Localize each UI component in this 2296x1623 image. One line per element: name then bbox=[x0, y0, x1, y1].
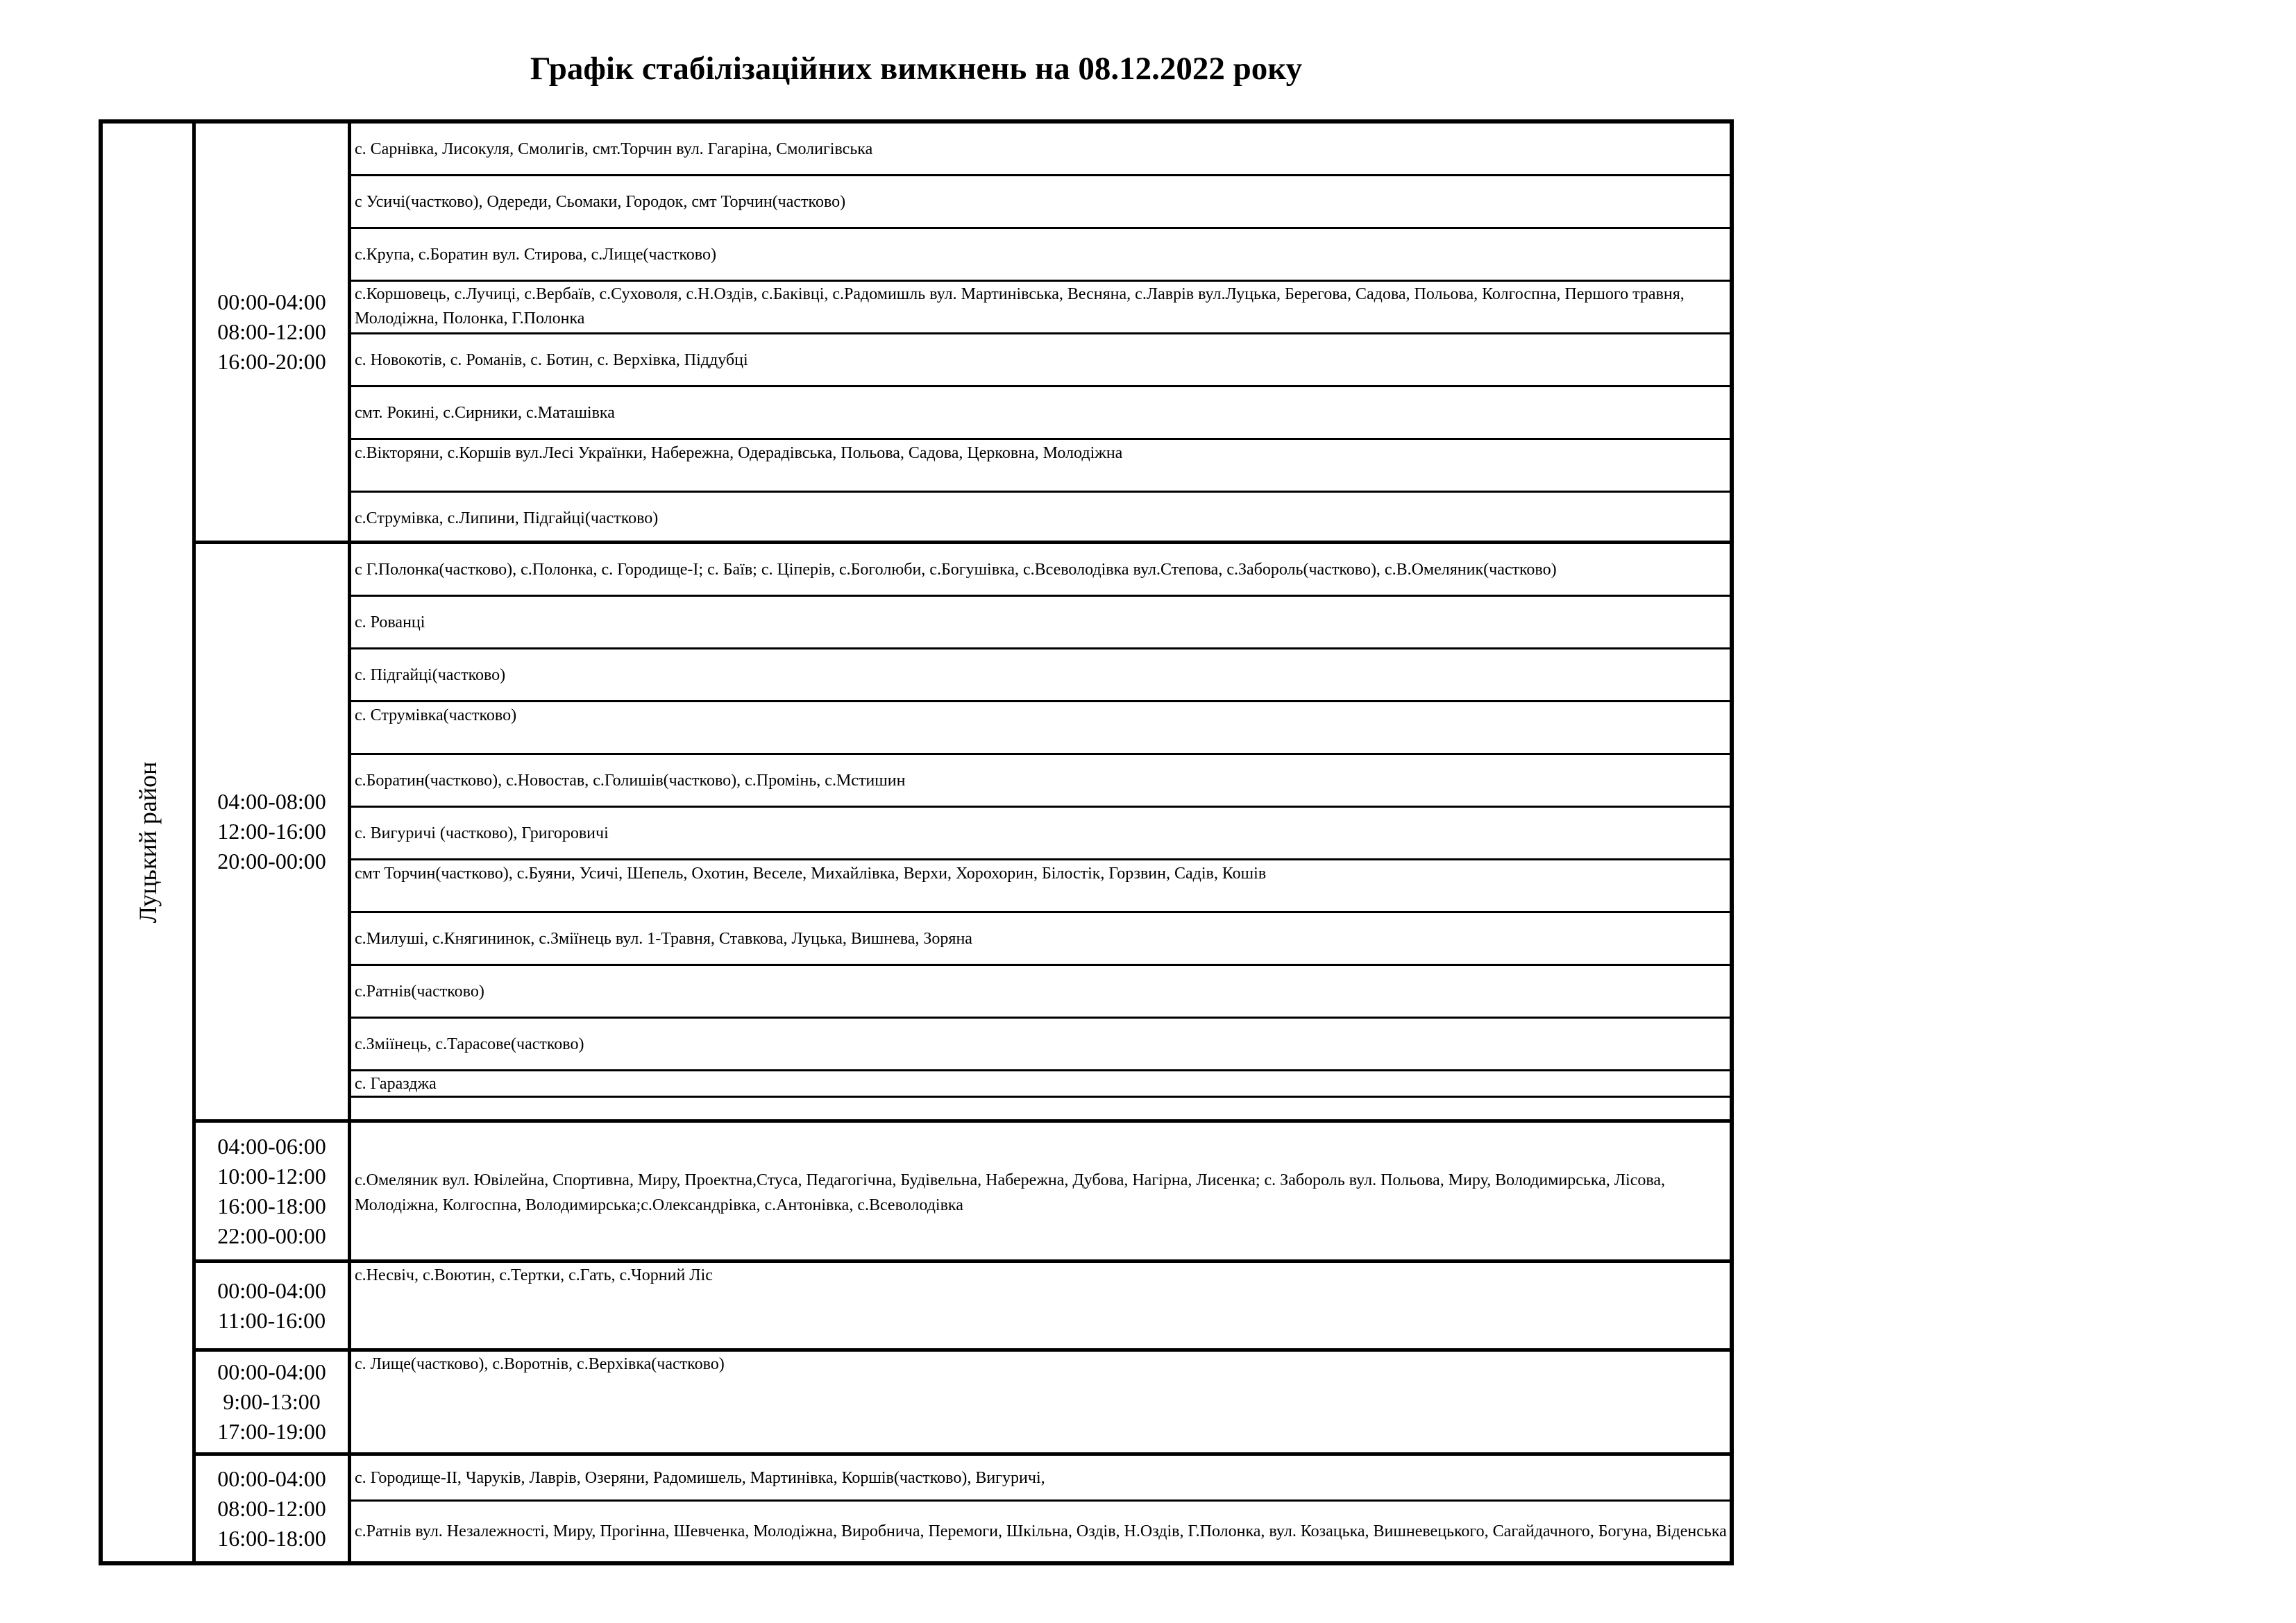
settlement-row bbox=[351, 1098, 1730, 1123]
settlement-row: с.Зміїнець, с.Тарасове(частково) bbox=[351, 1019, 1730, 1071]
settlements-cell bbox=[351, 1352, 1730, 1452]
time-slots-cell bbox=[196, 124, 351, 541]
settlement-row: с.Струмівка, с.Липини, Підгайці(частково) bbox=[355, 509, 659, 527]
settlement-row: с. Сарнівка, Лисокуля, Смолигів, смт.Торчин вул. Гагаріна, Смолигівська bbox=[351, 124, 1730, 176]
time-slot: 16:00-18:00 bbox=[217, 1525, 326, 1551]
time-slot: 17:00-19:00 bbox=[217, 1419, 326, 1444]
schedule-group-2 bbox=[196, 544, 1730, 1123]
settlement-row: с. Вигуричі (частково), Григоровичі bbox=[351, 808, 1730, 860]
settlement-row: с.Омеляник вул. Ювілейна, Спортивна, Миру, Проектна,Стуса, Педагогічна, Будівельна, Набережна, Дубова, Нагірна, Лисенка; с. Забороль вул. Польова, Миру, Володимирська, Лісова, Молодіжна, Колгоспна, Володимирська;с.Олександрівка, с.Антонівка, с.Всеволодівка bbox=[355, 1171, 1666, 1214]
time-slot: 00:00-04:00 bbox=[217, 1465, 326, 1491]
time-slot: 16:00-20:00 bbox=[217, 349, 326, 374]
settlement-row: с Усичі(частково), Одереди, Сьомаки, Городок, смт Торчин(частково) bbox=[351, 176, 1730, 229]
time-slot: 9:00-13:00 bbox=[223, 1389, 321, 1414]
schedule-group-1 bbox=[196, 124, 1730, 544]
time-slots-cell bbox=[196, 1123, 351, 1259]
settlement-row: с. Новокотів, с. Романів, с. Ботин, с. Верхівка, Піддубці bbox=[351, 334, 1730, 387]
settlement-row: с Г.Полонка(частково), с.Полонка, с. Городище-І; с. Баїв; с. Ціперів, с.Боголюби, с.Богушівка, с.Всеволодівка вул.Степова, с.Забороль(частково), с.В.Омеляник(частково) bbox=[351, 544, 1730, 597]
settlements-cell bbox=[351, 1123, 1730, 1259]
settlement-row: с. Городище-ІІ, Чаруків, Лаврів, Озеряни, Радомишель, Мартинівка, Коршів(частково), Вигуричі, bbox=[351, 1456, 1730, 1502]
time-slot: 10:00-12:00 bbox=[217, 1163, 326, 1189]
schedule-table bbox=[99, 119, 1734, 1565]
district-cell bbox=[103, 124, 196, 1561]
settlements-cell bbox=[351, 124, 1730, 541]
settlement-row: с.Коршовець, с.Лучиці, с.Вербаїв, с.Суховоля, с.Н.Оздів, с.Баківці, с.Радомишль вул. Мартинівська, Весняна, с.Лаврів вул.Луцька, Берегова, Садова, Польова, Колгоспна, Першого травня, Молодіжна, Полонка, Г.Полонка bbox=[351, 282, 1730, 334]
settlement-row: с.Вікторяни, с.Коршів вул.Лесі Українки, Набережна, Одерадівська, Польова, Садова, Церковна, Молодіжна bbox=[351, 440, 1730, 493]
time-slot: 08:00-12:00 bbox=[217, 1495, 326, 1521]
settlement-row: с.Крупа, с.Боратин вул. Стирова, с.Лище(частково) bbox=[351, 229, 1730, 282]
time-slot: 16:00-18:00 bbox=[217, 1193, 326, 1218]
settlement-row: с.Милуші, с.Княгининок, с.Зміїнець вул. 1-Травня, Ставкова, Луцька, Вишнева, Зоряна bbox=[351, 913, 1730, 966]
time-slots-cell bbox=[196, 544, 351, 1119]
time-slot: 04:00-08:00 bbox=[217, 789, 326, 814]
settlement-row: с. Рованці bbox=[351, 597, 1730, 649]
time-slot: 08:00-12:00 bbox=[217, 319, 326, 344]
page-title: Графік стабілізаційних вимкнень на 08.12.2022 року bbox=[530, 51, 1303, 87]
settlement-row: с.Ратнів(частково) bbox=[351, 966, 1730, 1019]
settlement-row: с.Несвіч, с.Воютин, с.Тертки, с.Гать, с.Чорний Ліс bbox=[355, 1266, 713, 1284]
schedule-group-3 bbox=[196, 1123, 1730, 1263]
schedule-group-4 bbox=[196, 1263, 1730, 1352]
time-slot: 12:00-16:00 bbox=[217, 819, 326, 844]
time-slot: 20:00-00:00 bbox=[217, 849, 326, 874]
time-slots-cell bbox=[196, 1352, 351, 1452]
settlement-row: с. Гаразджа bbox=[351, 1071, 1730, 1098]
time-slots-cell bbox=[196, 1456, 351, 1561]
settlement-row: с. Підгайці(частково) bbox=[351, 649, 1730, 702]
time-slot: 11:00-16:00 bbox=[217, 1307, 326, 1333]
settlements-cell bbox=[351, 1456, 1730, 1561]
settlement-row: с. Струмівка(частково) bbox=[351, 702, 1730, 755]
time-slot: 00:00-04:00 bbox=[217, 1359, 326, 1384]
settlements-cell bbox=[351, 1263, 1730, 1348]
time-slot: 00:00-04:00 bbox=[217, 1277, 326, 1303]
time-slot: 00:00-04:00 bbox=[217, 289, 326, 314]
settlements-cell bbox=[351, 544, 1730, 1119]
time-slot: 04:00-06:00 bbox=[217, 1133, 326, 1159]
settlement-row: с.Ратнів вул. Незалежності, Миру, Прогінна, Шевченка, Молодіжна, Виробнича, Перемоги, Шкільна, Оздів, Н.Оздів, Г.Полонка, вул. Козацька, Вишневецького, Сагайдачного, Богуна, Віденська bbox=[355, 1522, 1727, 1540]
time-slot: 22:00-00:00 bbox=[217, 1223, 326, 1248]
schedule-group-6 bbox=[196, 1456, 1730, 1561]
settlement-row: смт. Рокині, с.Сирники, с.Маташівка bbox=[351, 387, 1730, 440]
district-label: Луцький район bbox=[133, 761, 162, 924]
settlement-row: с. Лище(частково), с.Воротнів, с.Верхівка(частково) bbox=[355, 1355, 725, 1373]
settlement-row: смт Торчин(частково), с.Буяни, Усичі, Шепель, Охотин, Веселе, Михайлівка, Верхи, Хорохорин, Білостік, Горзвин, Садів, Кошів bbox=[351, 860, 1730, 913]
time-slots-cell bbox=[196, 1263, 351, 1348]
settlement-row: с.Боратин(частково), с.Новостав, с.Голишів(частково), с.Промінь, с.Мстишин bbox=[351, 755, 1730, 808]
schedule-group-5 bbox=[196, 1352, 1730, 1456]
